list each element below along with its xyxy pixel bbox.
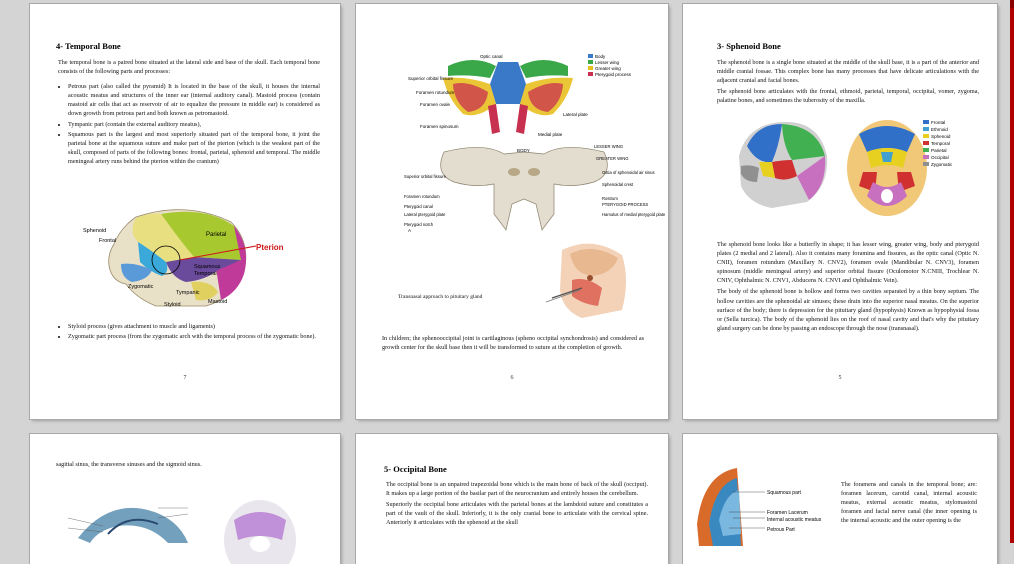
legend-item: Lesser wing: [588, 60, 631, 66]
page5-text-top: [717, 58, 979, 107]
legend-item: Occipital: [923, 154, 952, 161]
page-number: 6: [510, 375, 514, 381]
page-number: 7: [183, 375, 187, 381]
sphenoid-posterior-figure: [404, 144, 666, 234]
legend-item: Zygomatic: [923, 161, 952, 168]
vertical-scrollbar[interactable]: [1010, 0, 1014, 543]
label-rostrum: Rostrum: [602, 196, 618, 201]
sphenoid-para-1: The sphenoid bone is a single bone situated at the middle of the skull base, it is a part of the anterior and middle cranial fossae. This complex bone has many processes that have delicate articulations with the adjacent cranial and facial bones.: [717, 59, 979, 85]
legend-item: Body: [588, 54, 631, 60]
label-parietal: Parietal: [206, 232, 227, 238]
page-7: [30, 4, 340, 419]
figure-letter: A: [408, 228, 412, 233]
label-foramen-spinosum: Foramen spinosum: [420, 124, 459, 129]
label-mastoid: Mastoid: [208, 299, 228, 305]
page-5: [683, 4, 997, 419]
temporal-interior-figure: [693, 464, 843, 546]
page-10: [30, 434, 340, 564]
label-squamous-part: Squamous part: [767, 490, 801, 496]
legend-item: Sphenoid: [923, 133, 952, 140]
label-optic-canal: Optic canal: [480, 54, 503, 59]
sphenoid-posterior-image: [404, 144, 666, 234]
page5-text-bottom: [717, 240, 979, 335]
scrollbar-thumb[interactable]: [1010, 0, 1014, 8]
label-lat-pterygoid: Lateral pterygoid plate: [404, 212, 446, 217]
label-medial-plate: Medial plate: [538, 132, 563, 137]
label-foramen-lacerum: Foramen Lacerum: [767, 510, 808, 516]
label-sphenoidal-crest: Sphenoidal crest: [602, 182, 634, 187]
page-6: [356, 4, 668, 419]
label-styloid: Styloid: [164, 302, 181, 308]
legend-item: Parietal: [923, 147, 952, 154]
label-pterygoid-canal: Pterygoid canal: [404, 204, 433, 209]
sphenoid-para-4: The body of the sphenoid bone is hollow and forms two cavities separated by a thin bony septum. The hollow cavities are the sphenoidal air sinuses; these drain into the superior nasal meatus. On the superior surface of the body; there is depression for the pituitary gland (hypophysis) Known as hypophysial fossa or (Sella turcica). The body of the sphenoid lies on the roof of nasal cavity and that's why the pituitary gland surgery can be done by passing an endoscope through the nose (transnasal).: [717, 288, 979, 332]
label-tympanic: Tympanic: [176, 290, 200, 296]
legend-item: Frontal: [923, 119, 952, 126]
label-zygomatic: Zygomatic: [128, 284, 154, 290]
sphenoid-legend: [588, 54, 631, 78]
heading-temporal-bone: 4- Temporal Bone: [56, 41, 121, 51]
label-pterion: Pterion: [256, 243, 284, 252]
skull-base-figure-2: [220, 500, 300, 550]
label-lesser-wing: LESSER WING: [594, 144, 624, 149]
skull-legend: [923, 119, 952, 168]
skull-lateral-image: [66, 202, 284, 312]
page-number: 5: [838, 375, 842, 381]
label-sup-orbital: Superior orbital fissure: [404, 174, 446, 179]
page8-text: The foramens and canals in the temporal bone; are: foramen lacerum, carotid canal, internal acoustic meatus, external acoustic meatus, stylomastoid foramen and facial nerve canal (the inner opening is the internal acoustic and the outer opening is the: [841, 481, 977, 525]
legend-item: Temporal: [923, 140, 952, 147]
transnasal-figure: [542, 240, 632, 320]
label-pterygoid-process: PTERYGOID PROCESS: [602, 202, 649, 207]
sphenoid-para-3: The sphenoid bone looks like a butterfly in shape; it has lesser wing, greater wing, body and pterygoid plates (2 medial and 2 lateral). Also it contains many foramina and fissures, as the optic canal (Optic N. CNII), foramen rotundum (Maxillary N. CNV2), foramen ovale (Mandibular N. CNV3), foramen spinosum (middle meningeal artery) and superior orbital fissure (Oculomotor N.CNIII, Trochlear N. CNIV, Ophthalmic N. CNV1, Abducens N. CNVI and Ophthalmic Vein).: [717, 241, 979, 285]
label-lateral-plate: Lateral plate: [563, 112, 588, 117]
label-internal-acoustic-meatus: Internal acoustic meatus: [767, 517, 822, 523]
label-petrous-part: Petrous Part: [767, 527, 795, 533]
skull-base-image-2: [220, 500, 300, 550]
transnasal-image: [542, 240, 632, 320]
label-foramen-rotundum: Foramen rotundum: [416, 90, 455, 95]
page-9: [356, 434, 668, 564]
label-greater-wing: GREATER WING: [596, 156, 629, 161]
skull-lateral-figure: [66, 202, 284, 312]
label-pterygoid-notch: Pterygoid notch: [404, 222, 434, 227]
dural-sinus-image: [58, 498, 198, 548]
legend-item: Pterygoid process: [588, 72, 631, 78]
list-item: • Petrous part (also called the pyramid) It is located in the base of the skull, it houses the internal acoustic meatus and structures of the inner ear (internal auditory canal). Mastoid process (contain mastoid air cells that act as reservoir of air to equalize the pressure in middle ear) is considered as down growth from petrous part and both known as petromastoid.: [68, 82, 320, 118]
sphenoid-para-2: The sphenoid bone articulates with the frontal, ethmoid, parietal, temporal, occipital, vomer, zygoma, palatine bones, and sometimes the tuberosity of the maxilla.: [717, 88, 979, 105]
label-body: BODY: [517, 148, 530, 153]
heading-sphenoid-bone: 3- Sphenoid Bone: [717, 41, 781, 51]
page9-text: [386, 480, 648, 529]
page-8: [683, 434, 997, 564]
list-item: • Tympanic part (contain the external auditory meatus),: [68, 120, 320, 129]
dural-sinus-figure: [58, 498, 198, 548]
label-frontal: Frontal: [99, 238, 117, 244]
label-hamulus: Hamulus of medial pterygoid plate: [602, 212, 666, 217]
page7-text-2: [58, 322, 320, 342]
list-item: • Styloid process (gives attachment to muscle and ligaments): [68, 322, 320, 331]
label-foramen-ovale: Foramen ovale: [420, 102, 451, 107]
legend-item: Greater wing: [588, 66, 631, 72]
legend-item: Ethmoid: [923, 126, 952, 133]
temporal-intro: The temporal bone is a paired bone situated at the lateral side and base of the skull. Each temporal bone consists of the following parts and processes:: [58, 59, 320, 76]
figure-caption: Transnasal approach to pituitary gland: [398, 294, 483, 300]
label-sphenoid: Sphenoid: [83, 228, 107, 234]
label-f-rotundum: Foramen rotundum: [404, 194, 440, 199]
temporal-interior-image: [693, 464, 843, 546]
page7-text: [58, 58, 320, 167]
sphenoid-colored-figure: [408, 44, 608, 142]
heading-occipital-bone: 5- Occipital Bone: [384, 464, 447, 474]
temporal-parts-list: [58, 82, 320, 166]
occipital-para-2: Superiorly the occipital bone articulates with the parietal bones at the lambdoid suture and constitutes a part of the vault of the skull. Inferiorly, it is the only cranial bone to articulate with the cervical spine. Anteriorly it articulates with the sphenoid at the skull: [386, 501, 648, 527]
page10-text: sagittal sinus, the transverse sinuses and the sigmoid sinus.: [56, 461, 202, 468]
label-squamous: Squamous: [194, 264, 221, 270]
sphenoid-colored-image: [408, 44, 608, 142]
occipital-para-1: The occipital bone is an unpaired trapezoidal bone which is the main bone of back of the skull (occiput). It makes up a large portion of the basilar part of the neurocranium and entirely houses the cerebellum.: [386, 481, 648, 498]
label-superior-orbital-fissure: Superior orbital fissure: [408, 76, 454, 81]
list-item: • Zygomatic part process (from the zygomatic arch with the temporal process of the zygomatic bone).: [68, 332, 320, 341]
page6-text: In children; the sphenooccipital joint is cartilaginous (spheno occipital synchondrosis) and considered as growth center for the skull base then it will be transformed to suture at the completion of growth.: [382, 335, 644, 352]
label-ostia: Ostia of sphenoidal air sinus: [602, 170, 655, 175]
list-item: • Squamous part is the largest and most superiorly situated part of the temporal bone, it joint the parietal bone at the squamous suture and make part of the pterion (which is the weakest part of the skull, composed of parts of the following bones: frontal, parietal, sphenoid and temporal. The middle meningeal artery runs behind the pterion within the cranium): [68, 130, 320, 166]
temporal-processes-list: [58, 322, 320, 341]
label-temporal: Temporal: [194, 271, 217, 277]
